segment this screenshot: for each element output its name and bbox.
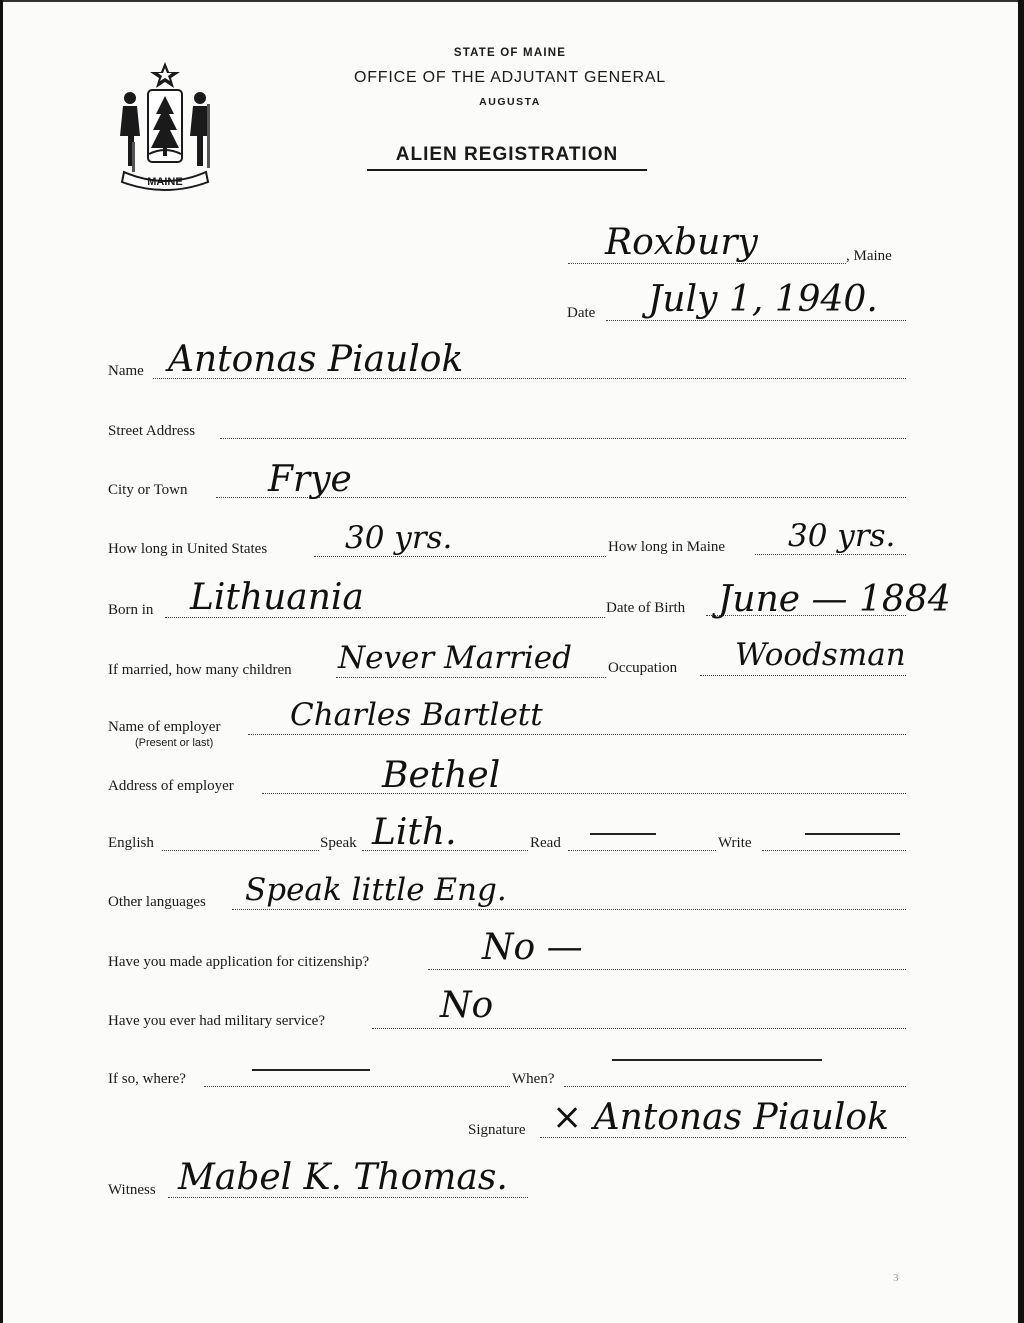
header-city: AUGUSTA: [479, 96, 541, 108]
signature-label: Signature: [468, 1122, 526, 1138]
children-line: [336, 677, 606, 678]
read-label: Read: [530, 835, 561, 851]
occupation-line: [700, 675, 906, 676]
date-label: Date: [567, 305, 596, 321]
military-label: Have you ever had military service?: [108, 1013, 325, 1029]
write-line: [762, 850, 906, 851]
date-of-birth-value: June — 1884: [718, 579, 951, 620]
employer-name-note: (Present or last): [135, 737, 214, 749]
title-underline: [367, 169, 647, 171]
english-line: [162, 850, 319, 851]
scan-border-right: [1018, 0, 1024, 1323]
town-line: [568, 263, 846, 264]
if-so-where-line: [204, 1086, 510, 1087]
speak-label: Speak: [320, 835, 357, 851]
witness-label: Witness: [108, 1182, 156, 1198]
town-value: Roxbury: [605, 222, 758, 263]
if-so-where-dash: [252, 1069, 370, 1071]
children-value: Never Married: [338, 640, 572, 676]
when-dash: [612, 1059, 822, 1061]
employer-name-label: Name of employer: [108, 719, 221, 735]
street-address-label: Street Address: [108, 423, 196, 439]
header-office: OFFICE OF THE ADJUTANT GENERAL: [353, 69, 667, 86]
when-label: When?: [512, 1071, 555, 1087]
street-address-line: [220, 438, 906, 439]
military-line: [372, 1028, 906, 1029]
write-label: Write: [718, 835, 752, 851]
date-value: July 1, 1940.: [648, 279, 878, 320]
how-long-us-label: How long in United States: [108, 541, 268, 557]
employer-address-value: Bethel: [382, 755, 501, 796]
city-value: Frye: [268, 459, 352, 500]
date-of-birth-label: Date of Birth: [606, 600, 686, 616]
other-languages-line: [232, 909, 906, 910]
scan-border-top: [0, 0, 1024, 2]
witness-value: Mabel K. Thomas.: [178, 1157, 508, 1198]
name-label: Name: [108, 363, 144, 379]
speak-value: Lith.: [372, 812, 457, 853]
born-in-value: Lithuania: [190, 577, 364, 618]
how-long-maine-label: How long in Maine: [608, 539, 726, 555]
name-value: Antonas Piaulok: [168, 339, 464, 380]
citizenship-line: [428, 969, 906, 970]
state-suffix-label: , Maine: [846, 248, 892, 264]
employer-name-value: Charles Bartlett: [290, 697, 543, 733]
read-dash: [590, 833, 656, 835]
english-label: English: [108, 835, 154, 851]
maine-state-seal: [110, 58, 220, 193]
if-so-where-label: If so, where?: [108, 1071, 186, 1087]
when-line: [564, 1086, 906, 1087]
city-label: City or Town: [108, 482, 188, 498]
date-line: [606, 320, 906, 321]
employer-address-line: [262, 793, 906, 794]
citizenship-label: Have you made application for citizenship?: [108, 954, 370, 970]
employer-address-label: Address of employer: [108, 778, 234, 794]
scan-border-left: [0, 0, 3, 1323]
other-languages-value: Speak little Eng.: [245, 872, 507, 908]
military-value: No: [440, 985, 494, 1026]
header-state: STATE OF MAINE: [453, 47, 567, 59]
how-long-maine-value: 30 yrs.: [788, 518, 896, 554]
signature-value: × Antonas Piaulok: [552, 1097, 889, 1138]
write-dash: [805, 833, 900, 835]
other-languages-label: Other languages: [108, 894, 206, 910]
how-long-us-line: [314, 556, 606, 557]
children-label: If married, how many children: [108, 662, 292, 678]
occupation-value: Woodsman: [735, 637, 906, 673]
occupation-label: Occupation: [608, 660, 678, 676]
born-in-label: Born in: [108, 602, 154, 618]
seal-banner-text: MAINE: [147, 176, 183, 188]
how-long-us-value: 30 yrs.: [345, 520, 453, 556]
citizenship-value: No —: [482, 927, 583, 968]
form-title: ALIEN REGISTRATION: [395, 144, 619, 165]
read-line: [568, 850, 716, 851]
how-long-maine-line: [755, 554, 906, 555]
employer-name-line: [248, 734, 906, 735]
stray-mark: 3: [893, 1272, 899, 1284]
